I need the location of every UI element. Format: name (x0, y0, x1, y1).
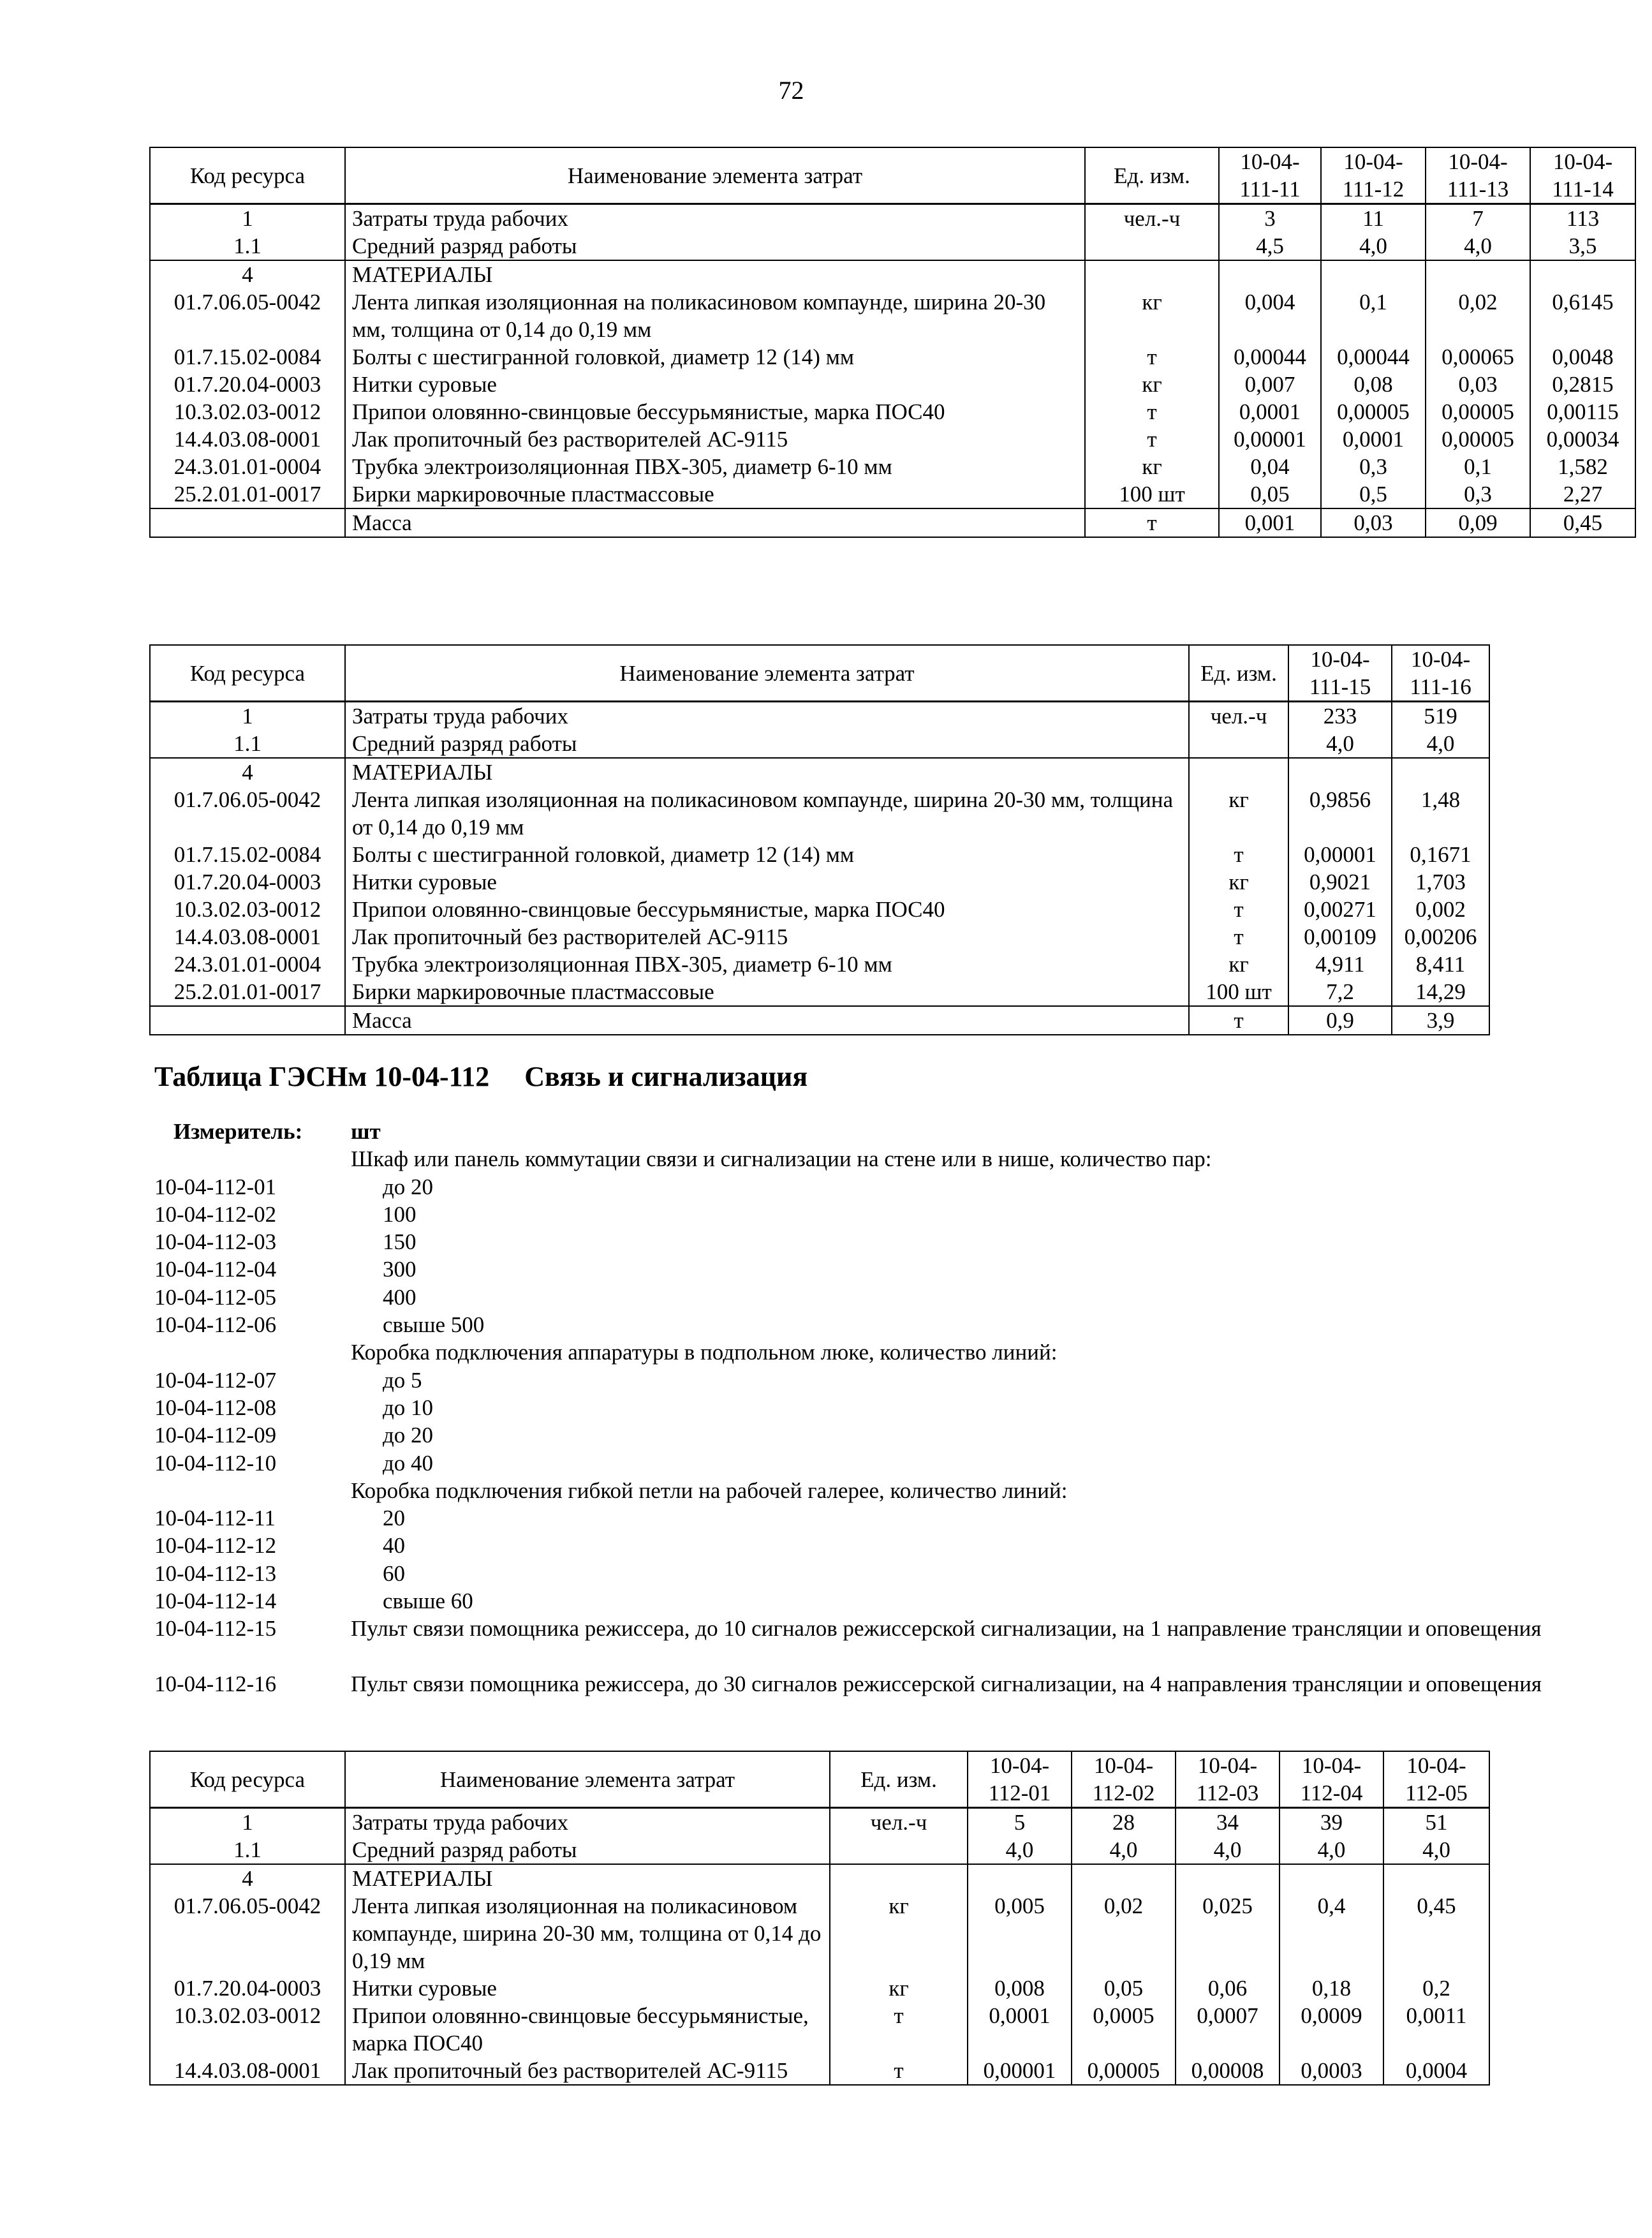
value-cell: 0,0007 (1176, 2002, 1280, 2057)
unit-cell: кг (830, 1975, 968, 2002)
materials-section (150, 1864, 1489, 2085)
unit-cell: кг (1085, 371, 1219, 398)
table-row (150, 453, 1635, 480)
value-cell: 4,911 (1288, 951, 1392, 978)
header-code: Код ресурса (150, 147, 345, 204)
value-cell: 4,0 (1383, 1836, 1489, 1864)
item-code: 10-04-112-08 (154, 1395, 277, 1420)
unit-cell: т (1189, 923, 1288, 951)
unit-cell: т (1189, 896, 1288, 923)
value-cell: 8,411 (1392, 951, 1489, 978)
unit-cell (830, 1864, 968, 1892)
item-code: 10-04-112-01 (154, 1174, 277, 1199)
value-cell: 39 (1280, 1808, 1383, 1837)
table-row (150, 1975, 1489, 2002)
item-code: 10-04-112-02 (154, 1201, 277, 1227)
header-unit: Ед. изм. (1189, 645, 1288, 702)
page-number: 72 (778, 76, 804, 105)
table-row (150, 204, 1635, 233)
mass-section (150, 1006, 1489, 1035)
cost-element-name: Лента липкая изоляционная на поликасиновом компаунде, ширина 20-30 мм, толщина от 0,14 до 0,19 мм (345, 1892, 830, 1975)
cost-element-name: Нитки суровые (345, 868, 1189, 896)
item-code: 10-04-112-05 (154, 1284, 277, 1310)
item-parameter: до 20 (383, 1174, 434, 1199)
value-cell: 0,18 (1280, 1975, 1383, 2002)
value-cell: 0,08 (1321, 371, 1426, 398)
item-code: 10-04-112-15 (154, 1616, 277, 1641)
value-cell: 7,2 (1288, 978, 1392, 1006)
value-cell: 4,0 (1392, 730, 1489, 758)
value-cell: 3,5 (1530, 232, 1635, 260)
cost-element-name: Масса (345, 508, 1085, 537)
value-cell: 0,9 (1288, 1006, 1392, 1035)
resource-code: 01.7.15.02-0084 (150, 841, 345, 868)
item-code: 10-04-112-07 (154, 1367, 277, 1393)
table-row (150, 702, 1489, 730)
resource-code: 1.1 (150, 1836, 345, 1864)
value-cell: 3,9 (1392, 1006, 1489, 1035)
value-cell: 0,00001 (1288, 841, 1392, 868)
resource-code: 01.7.15.02-0084 (150, 343, 345, 371)
unit-cell: 100 шт (1085, 480, 1219, 508)
value-cell: 5 (968, 1808, 1072, 1837)
value-cell: 0,1 (1426, 453, 1530, 480)
value-cell: 0,45 (1530, 508, 1635, 537)
item-parameter: свыше 500 (383, 1312, 485, 1338)
resource-code: 4 (150, 1864, 345, 1892)
item-code: 10-04-112-11 (154, 1506, 276, 1531)
item-parameter: 40 (383, 1533, 405, 1559)
value-cell (1288, 758, 1392, 786)
cost-element-name: Средний разряд работы (345, 1836, 830, 1864)
value-cell: 0,00206 (1392, 923, 1489, 951)
resource-code: 01.7.06.05-0042 (150, 1892, 345, 1975)
value-cell: 0,0003 (1280, 2057, 1383, 2085)
header-col: 10-04- 111-11 (1219, 147, 1321, 204)
item-code: 10-04-112-14 (154, 1589, 277, 1614)
table-header (150, 1751, 1489, 1808)
unit-cell: кг (1085, 288, 1219, 343)
cost-element-name: Лента липкая изоляционная на поликасиновом компаунде, ширина 20-30 мм, толщина от 0,14 до 0,19 мм (345, 288, 1085, 343)
unit-cell: т (830, 2057, 968, 2085)
item-parameter: 400 (383, 1284, 417, 1310)
header-col: 10-04- 111-12 (1321, 147, 1426, 204)
table-row (150, 371, 1635, 398)
cost-element-name: Затраты труда рабочих (345, 204, 1085, 233)
value-cell (1426, 260, 1530, 288)
item-parameter: до 20 (383, 1423, 434, 1448)
value-cell: 4,0 (968, 1836, 1072, 1864)
item-code: 10-04-112-16 (154, 1671, 277, 1696)
header-unit: Ед. изм. (830, 1751, 968, 1808)
value-cell: 4,5 (1219, 232, 1321, 260)
header-code: Код ресурса (150, 1751, 345, 1808)
table-label: Таблица ГЭСНм 10-04-112 (154, 1061, 490, 1092)
resource-code: 1.1 (150, 730, 345, 758)
resource-table-111-11-14 (149, 147, 1636, 538)
unit-cell: кг (1189, 868, 1288, 896)
value-cell: 0,0005 (1072, 2002, 1176, 2057)
resource-code: 01.7.20.04-0003 (150, 371, 345, 398)
value-cell: 0,4 (1280, 1892, 1383, 1975)
labor-section (150, 204, 1635, 261)
resource-code: 10.3.02.03-0012 (150, 398, 345, 426)
materials-section (150, 260, 1635, 508)
unit-cell: чел.-ч (830, 1808, 968, 1837)
value-cell: 0,004 (1219, 288, 1321, 343)
header-col: 10-04- 111-14 (1530, 147, 1635, 204)
item-code: 10-04-112-06 (154, 1312, 277, 1338)
value-cell: 0,00115 (1530, 398, 1635, 426)
value-cell: 0,3 (1426, 480, 1530, 508)
cost-element-name: Болты с шестигранной головкой, диаметр 12 (14) мм (345, 343, 1085, 371)
unit-cell: т (1189, 841, 1288, 868)
cost-element-name: Нитки суровые (345, 371, 1085, 398)
meter-unit: шт (351, 1119, 381, 1144)
cost-element-name: Лак пропиточный без растворителей АС-9115 (345, 426, 1085, 453)
table-row (150, 508, 1635, 537)
value-cell: 0,0004 (1383, 2057, 1489, 2085)
unit-cell: кг (1085, 453, 1219, 480)
item-description: Коробка подключения гибкой петли на рабочей галерее, количество линий: (351, 1478, 1068, 1503)
table-row (150, 896, 1489, 923)
header-col: 10-04- 111-16 (1392, 645, 1489, 702)
value-cell: 0,025 (1176, 1892, 1280, 1975)
cost-element-name: Припои оловянно-свинцовые бессурьмянистые, марка ПОС40 (345, 896, 1189, 923)
value-cell: 0,3 (1321, 453, 1426, 480)
header-col: 10-04- 111-15 (1288, 645, 1392, 702)
value-cell: 0,00001 (968, 2057, 1072, 2085)
value-cell: 0,005 (968, 1892, 1072, 1975)
cost-element-name: Лак пропиточный без растворителей АС-9115 (345, 2057, 830, 2085)
cost-element-name: Затраты труда рабочих (345, 702, 1189, 730)
cost-element-name: Припои оловянно-свинцовые бессурьмянистые, марка ПОС40 (345, 398, 1085, 426)
value-cell: 0,00001 (1219, 426, 1321, 453)
header-col: 10-04- 112-04 (1280, 1751, 1383, 1808)
value-cell (1530, 260, 1635, 288)
value-cell: 1,48 (1392, 786, 1489, 841)
value-cell: 0,00271 (1288, 896, 1392, 923)
table-row (150, 260, 1635, 288)
value-cell: 0,00109 (1288, 923, 1392, 951)
value-cell: 0,0001 (1321, 426, 1426, 453)
resource-code: 25.2.01.01-0017 (150, 480, 345, 508)
table-row (150, 786, 1489, 841)
cost-element-name: Лента липкая изоляционная на поликасиновом компаунде, ширина 20-30 мм, толщина от 0,14 до 0,19 мм (345, 786, 1189, 841)
item-code: 10-04-112-04 (154, 1257, 277, 1282)
resource-code: 01.7.20.04-0003 (150, 1975, 345, 2002)
table-row (150, 951, 1489, 978)
cost-element-name: Бирки маркировочные пластмассовые (345, 978, 1189, 1006)
table-row (150, 398, 1635, 426)
cost-element-name: Болты с шестигранной головкой, диаметр 12 (14) мм (345, 841, 1189, 868)
value-cell: 0,2 (1383, 1975, 1489, 2002)
resource-code: 4 (150, 260, 345, 288)
value-cell: 0,0001 (1219, 398, 1321, 426)
value-cell: 113 (1530, 204, 1635, 233)
item-code: 10-04-112-09 (154, 1423, 277, 1448)
table-row (150, 1892, 1489, 1975)
value-cell: 0,1 (1321, 288, 1426, 343)
table-heading (154, 1060, 808, 1093)
resource-code: 14.4.03.08-0001 (150, 2057, 345, 2085)
unit-cell (1189, 758, 1288, 786)
item-parameter: 300 (383, 1257, 417, 1282)
value-cell: 0,45 (1383, 1892, 1489, 1975)
cost-element-name: Бирки маркировочные пластмассовые (345, 480, 1085, 508)
unit-cell: 100 шт (1189, 978, 1288, 1006)
item-code: 10-04-112-13 (154, 1560, 277, 1586)
cost-element-name: Трубка электроизоляционная ПВХ-305, диаметр 6-10 мм (345, 453, 1085, 480)
item-description: Шкаф или панель коммутации связи и сигнализации на стене или в нише, количество пар: (351, 1146, 1212, 1172)
table-row (150, 730, 1489, 758)
materials-section (150, 758, 1489, 1006)
header-name: Наименование элемента затрат (345, 147, 1085, 204)
resource-code: 1 (150, 702, 345, 730)
table-header (150, 645, 1489, 702)
item-description: Коробка подключения аппаратуры в подпольном люке, количество линий: (351, 1340, 1058, 1365)
resource-code: 25.2.01.01-0017 (150, 978, 345, 1006)
table-row (150, 978, 1489, 1006)
value-cell: 0,9021 (1288, 868, 1392, 896)
value-cell: 0,02 (1426, 288, 1530, 343)
item-parameter: 150 (383, 1229, 417, 1255)
resource-code: 14.4.03.08-0001 (150, 923, 345, 951)
unit-cell: т (1189, 1006, 1288, 1035)
unit-cell: чел.-ч (1085, 204, 1219, 233)
header-col: 10-04- 111-13 (1426, 147, 1530, 204)
value-cell (1280, 1864, 1383, 1892)
value-cell: 0,09 (1426, 508, 1530, 537)
labor-section (150, 1808, 1489, 1865)
header-col: 10-04- 112-02 (1072, 1751, 1176, 1808)
table-row (150, 1836, 1489, 1864)
resource-code: 1 (150, 204, 345, 233)
value-cell (1383, 1864, 1489, 1892)
unit-cell (1085, 232, 1219, 260)
table-row (150, 758, 1489, 786)
resource-code: 24.3.01.01-0004 (150, 951, 345, 978)
unit-cell: кг (1189, 786, 1288, 841)
resource-code: 10.3.02.03-0012 (150, 2002, 345, 2057)
cost-element-name: МАТЕРИАЛЫ (345, 1864, 830, 1892)
item-code: 10-04-112-12 (154, 1533, 277, 1559)
resource-code: 10.3.02.03-0012 (150, 896, 345, 923)
unit-cell: т (1085, 343, 1219, 371)
resource-code: 1 (150, 1808, 345, 1837)
table-row (150, 2002, 1489, 2057)
header-unit: Ед. изм. (1085, 147, 1219, 204)
value-cell: 0,00005 (1321, 398, 1426, 426)
cost-element-name: Трубка электроизоляционная ПВХ-305, диаметр 6-10 мм (345, 951, 1189, 978)
value-cell: 51 (1383, 1808, 1489, 1837)
item-code: 10-04-112-03 (154, 1229, 277, 1255)
cost-element-name: МАТЕРИАЛЫ (345, 758, 1189, 786)
item-parameter: до 5 (383, 1367, 422, 1393)
resource-code: 1.1 (150, 232, 345, 260)
unit-cell: чел.-ч (1189, 702, 1288, 730)
value-cell: 14,29 (1392, 978, 1489, 1006)
value-cell: 0,5 (1321, 480, 1426, 508)
unit-cell: кг (1189, 951, 1288, 978)
value-cell: 0,00065 (1426, 343, 1530, 371)
cost-element-name: Лак пропиточный без растворителей АС-9115 (345, 923, 1189, 951)
value-cell: 233 (1288, 702, 1392, 730)
item-description: Пульт связи помощника режиссера, до 30 сигналов режиссерской сигнализации, на 4 направления трансляции и оповещения (351, 1671, 1542, 1696)
value-cell: 0,03 (1321, 508, 1426, 537)
value-cell (1219, 260, 1321, 288)
value-cell: 2,27 (1530, 480, 1635, 508)
value-cell (1321, 260, 1426, 288)
value-cell: 4,0 (1072, 1836, 1176, 1864)
value-cell: 0,007 (1219, 371, 1321, 398)
labor-section (150, 702, 1489, 759)
value-cell: 0,0048 (1530, 343, 1635, 371)
resource-table-111-15-16 (149, 644, 1490, 1035)
value-cell: 0,00005 (1426, 398, 1530, 426)
unit-cell: т (1085, 508, 1219, 537)
value-cell: 0,04 (1219, 453, 1321, 480)
header-col: 10-04- 112-05 (1383, 1751, 1489, 1808)
value-cell (1176, 1864, 1280, 1892)
meter-label: Измеритель: (173, 1119, 303, 1144)
mass-section (150, 508, 1635, 537)
value-cell: 0,00034 (1530, 426, 1635, 453)
item-code: 10-04-112-10 (154, 1450, 277, 1476)
table-row (150, 426, 1635, 453)
resource-code: 4 (150, 758, 345, 786)
cost-element-name: МАТЕРИАЛЫ (345, 260, 1085, 288)
value-cell: 28 (1072, 1808, 1176, 1837)
table-row (150, 2057, 1489, 2085)
table-row (150, 868, 1489, 896)
resource-code: 14.4.03.08-0001 (150, 426, 345, 453)
value-cell: 0,03 (1426, 371, 1530, 398)
resource-code: 01.7.06.05-0042 (150, 288, 345, 343)
value-cell: 34 (1176, 1808, 1280, 1837)
table-title: Связь и сигнализация (524, 1061, 808, 1092)
value-cell: 11 (1321, 204, 1426, 233)
item-parameter: 20 (383, 1506, 405, 1531)
value-cell: 0,002 (1392, 896, 1489, 923)
value-cell: 0,06 (1176, 1975, 1280, 2002)
value-cell: 4,0 (1426, 232, 1530, 260)
unit-cell: т (1085, 398, 1219, 426)
cost-element-name: Припои оловянно-свинцовые бессурьмянистые, марка ПОС40 (345, 2002, 830, 2057)
resource-code: 01.7.06.05-0042 (150, 786, 345, 841)
value-cell: 4,0 (1176, 1836, 1280, 1864)
table-row (150, 923, 1489, 951)
unit-cell (830, 1836, 968, 1864)
table-row (150, 1808, 1489, 1837)
value-cell: 4,0 (1321, 232, 1426, 260)
header-name: Наименование элемента затрат (345, 1751, 830, 1808)
value-cell: 0,00044 (1321, 343, 1426, 371)
item-description: Пульт связи помощника режиссера, до 10 сигналов режиссерской сигнализации, на 1 направление трансляции и оповещения (351, 1616, 1542, 1641)
value-cell: 0,0011 (1383, 2002, 1489, 2057)
unit-cell: кг (830, 1892, 968, 1975)
table-row (150, 480, 1635, 508)
item-parameter: 100 (383, 1201, 417, 1227)
header-code: Код ресурса (150, 645, 345, 702)
table-row (150, 232, 1635, 260)
value-cell: 0,00044 (1219, 343, 1321, 371)
value-cell: 0,008 (968, 1975, 1072, 2002)
resource-code: 24.3.01.01-0004 (150, 453, 345, 480)
value-cell: 0,00005 (1426, 426, 1530, 453)
cost-element-name: Нитки суровые (345, 1975, 830, 2002)
table-row (150, 1864, 1489, 1892)
value-cell: 1,703 (1392, 868, 1489, 896)
value-cell: 0,00005 (1072, 2057, 1176, 2085)
value-cell: 0,2815 (1530, 371, 1635, 398)
value-cell: 0,0009 (1280, 2002, 1383, 2057)
value-cell: 0,001 (1219, 508, 1321, 537)
value-cell: 4,0 (1288, 730, 1392, 758)
table-header (150, 147, 1635, 204)
value-cell: 0,1671 (1392, 841, 1489, 868)
item-parameter: свыше 60 (383, 1589, 473, 1614)
table-row (150, 1006, 1489, 1035)
value-cell: 7 (1426, 204, 1530, 233)
header-col: 10-04- 112-03 (1176, 1751, 1280, 1808)
value-cell (1392, 758, 1489, 786)
value-cell: 0,05 (1072, 1975, 1176, 2002)
unit-cell (1085, 260, 1219, 288)
value-cell: 0,0001 (968, 2002, 1072, 2057)
value-cell: 0,05 (1219, 480, 1321, 508)
value-cell: 0,9856 (1288, 786, 1392, 841)
table-row (150, 841, 1489, 868)
resource-code (150, 1006, 345, 1035)
item-parameter: 60 (383, 1560, 405, 1586)
value-cell: 0,00008 (1176, 2057, 1280, 2085)
value-cell (968, 1864, 1072, 1892)
resource-table-112-01-05 (149, 1751, 1490, 2086)
value-cell (1072, 1864, 1176, 1892)
unit-cell (1189, 730, 1288, 758)
header-name: Наименование элемента затрат (345, 645, 1189, 702)
item-parameter: до 40 (383, 1450, 434, 1476)
cost-element-name: Средний разряд работы (345, 232, 1085, 260)
value-cell: 0,02 (1072, 1892, 1176, 1975)
value-cell: 519 (1392, 702, 1489, 730)
value-cell: 3 (1219, 204, 1321, 233)
cost-element-name: Масса (345, 1006, 1189, 1035)
item-parameter: до 10 (383, 1395, 434, 1420)
cost-element-name: Средний разряд работы (345, 730, 1189, 758)
resource-code: 01.7.20.04-0003 (150, 868, 345, 896)
cost-element-name: Затраты труда рабочих (345, 1808, 830, 1837)
unit-cell: т (830, 2002, 968, 2057)
value-cell: 4,0 (1280, 1836, 1383, 1864)
resource-code (150, 508, 345, 537)
value-cell: 1,582 (1530, 453, 1635, 480)
header-col: 10-04- 112-01 (968, 1751, 1072, 1808)
table-row (150, 343, 1635, 371)
unit-cell: т (1085, 426, 1219, 453)
value-cell: 0,6145 (1530, 288, 1635, 343)
table-row (150, 288, 1635, 343)
